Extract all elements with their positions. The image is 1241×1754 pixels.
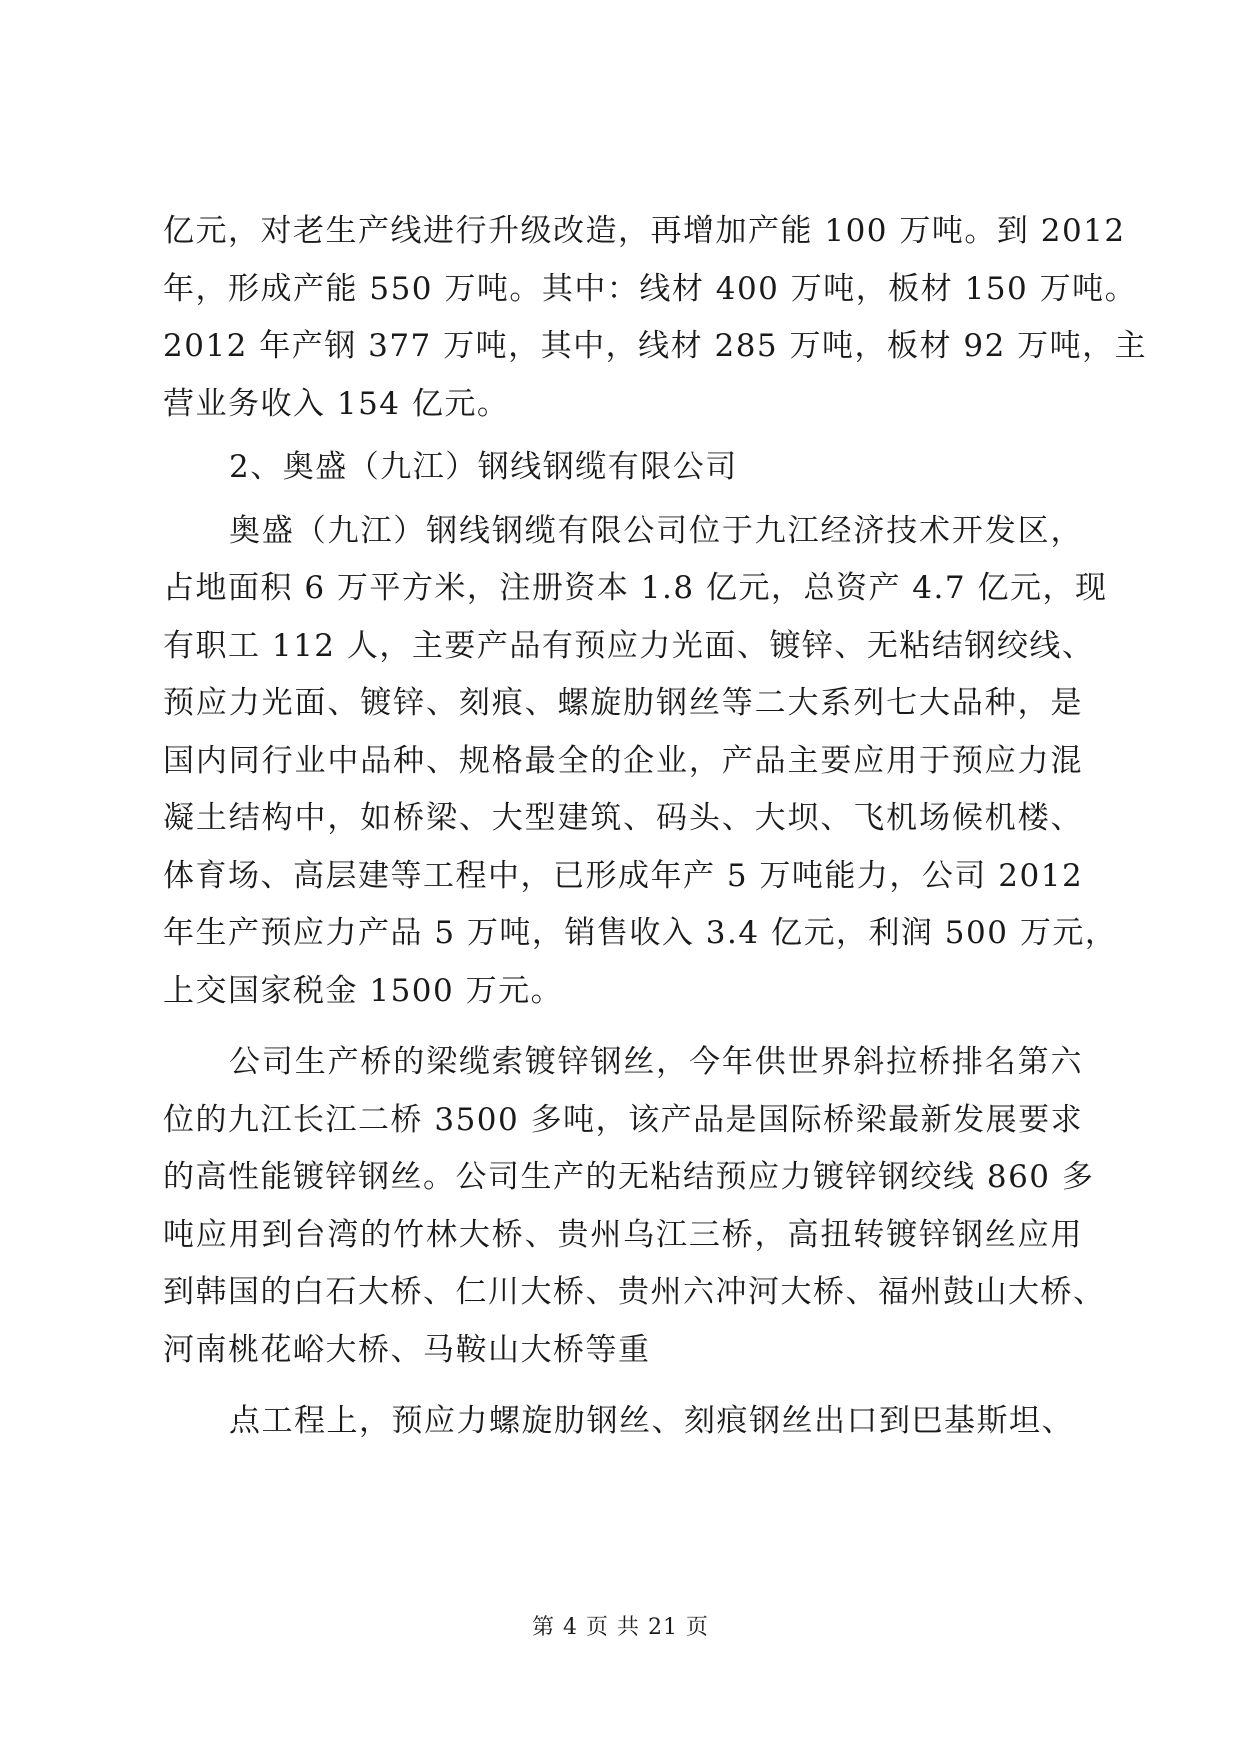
text-line: 国内同行业中品种、规格最全的企业，产品主要应用于预应力混 [163,742,1083,779]
text-line: 公司生产桥的梁缆索镀锌钢丝，今年供世界斜拉桥排名第六 [229,1044,1083,1080]
section-heading [163,439,1083,497]
text-line: 亿元，对老生产线进行升级改造，再增加产能 100 万吨。到 2012 [163,213,1126,249]
text-line: 预应力光面、镀锌、刻痕、螺旋肋钢丝等二大系列七大品种，是 [163,685,1083,721]
text-line: 占地面积 6 万平方米，注册资本 1.8 亿元，总资产 4.7 亿元，现 [163,570,1108,606]
paragraph-3 [163,1034,1106,1379]
text-line: 位的九江长江二桥 3500 多吨，该产品是国际桥梁最新发展要求 [163,1101,1084,1138]
text-line: 上交国家税金 1500 万元。 [163,972,564,1009]
text-line: 河南桃花峪大桥、马鞍山大桥等重 [163,1331,651,1368]
text-line: 体育场、高层建等工程中，已形成年产 5 万吨能力，公司 2012 [163,857,1084,894]
text-line: 到韩国的白石大桥、仁川大桥、贵州六冲河大桥、福州鼓山大桥、 [163,1274,1106,1310]
text-line: 点工程上，预应力螺旋肋钢丝、刻痕钢丝出口到巴基斯坦、 [229,1403,1074,1439]
text-line: 年，形成产能 550 万吨。其中：线材 400 万吨，板材 150 万吨。 [163,270,1138,307]
text-line: 2012 年产钢 377 万吨，其中，线材 285 万吨，板材 92 万吨，主 [163,328,1148,364]
text-line: 凝土结构中，如桥梁、大型建筑、码头、大坝、飞机场候机楼、 [163,800,1083,836]
text-line: 营业务收入 154 亿元。 [163,385,510,422]
text-line: 吨应用到台湾的竹林大桥、贵州乌江三桥，高扭转镀锌钢丝应用 [163,1216,1083,1253]
text-line: 的高性能镀锌钢丝。公司生产的无粘结预应力镀锌钢绞线 860 多 [163,1159,1095,1195]
paragraph-4 [163,1393,1083,1451]
text-line: 有职工 112 人，主要产品有预应力光面、镀锌、无粘结钢绞线、 [163,627,1095,664]
page-footer: 第 4 页 共 21 页 [532,1615,709,1640]
paragraph-2 [163,503,1118,1021]
text-line: 2、奥盛（九江）钢线钢缆有限公司 [229,449,738,485]
text-line: 奥盛（九江）钢线钢缆有限公司位于九江经济技术开发区， [229,512,1083,549]
paragraph-1 [163,203,1148,433]
text-line: 年生产预应力产品 5 万吨，销售收入 3.4 亿元，利润 500 万元， [163,915,1118,951]
body-text [163,203,1148,1451]
